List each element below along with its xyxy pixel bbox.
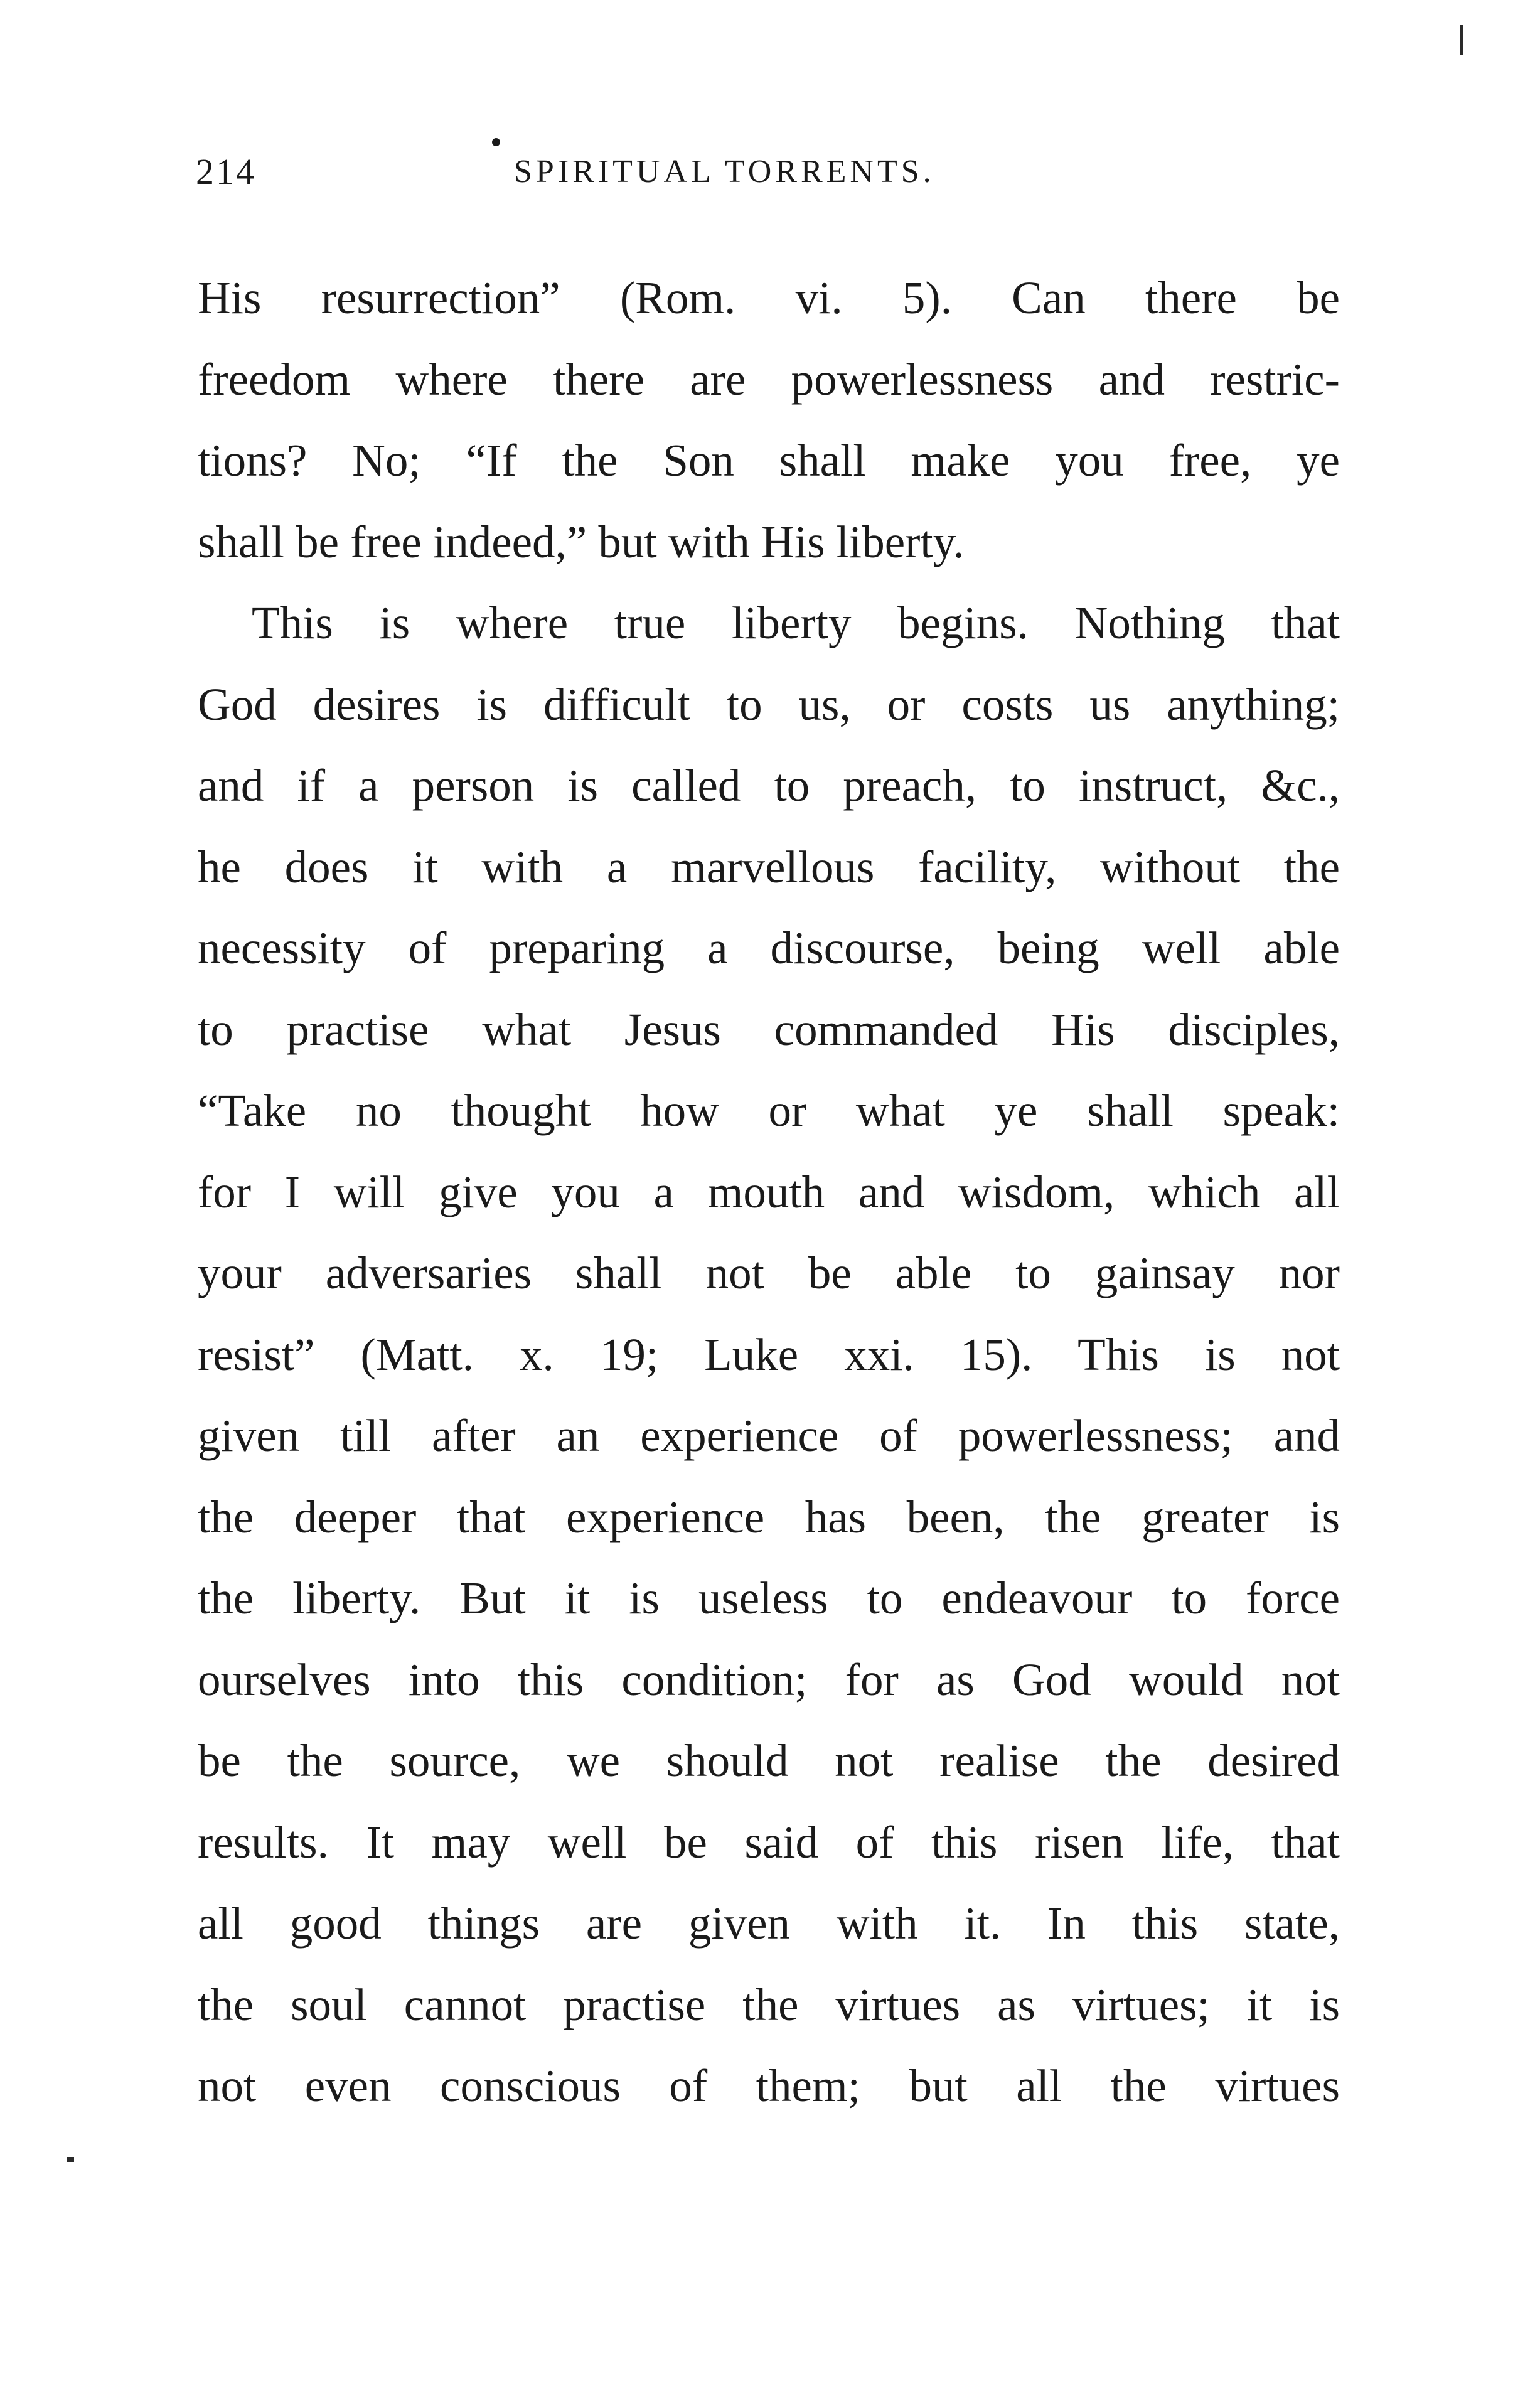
text-line: resist” (Matt. x. 19; Luke xxi. 15). This is not: [198, 1329, 1340, 1380]
text-line: His resurrection” (Rom. vi. 5). Can there be: [198, 272, 1340, 323]
scan-mark-top: [1460, 25, 1463, 55]
text-line: the liberty. But it is useless to endeavour to force: [198, 1573, 1340, 1623]
text-line: be the source, we should not realise the desired: [198, 1735, 1340, 1786]
running-title: SPIRITUAL TORRENTS.: [514, 154, 935, 190]
text-line: given till after an experience of powerlessness; and: [198, 1410, 1340, 1461]
text-line: your adversaries shall not be able to gainsay nor: [198, 1248, 1340, 1298]
text-line: to practise what Jesus commanded His disciples,: [198, 1003, 1340, 1055]
text-line: This is where true liberty begins. Nothing that: [252, 597, 1340, 648]
text-line: not even conscious of them; but all the virtues: [198, 2060, 1340, 2111]
text-line: he does it with a marvellous facility, without the: [198, 841, 1340, 892]
text-line: the soul cannot practise the virtues as virtues; it is: [198, 1979, 1340, 2030]
text-line: “Take no thought how or what ye shall speak:: [198, 1085, 1340, 1136]
text-line: and if a person is called to preach, to instruct, &c.,: [198, 760, 1340, 811]
text-line: necessity of preparing a discourse, being well able: [198, 923, 1340, 973]
text-line: ourselves into this condition; for as God would not: [198, 1654, 1340, 1705]
text-line: freedom where there are powerlessness and restric-: [198, 353, 1340, 405]
text-line: God desires is difficult to us, or costs us anything;: [198, 678, 1340, 730]
text-line: results. It may well be said of this risen life, that: [198, 1816, 1340, 1868]
page-header: [196, 151, 1363, 201]
body-text: [198, 257, 1340, 2127]
text-line: all good things are given with it. In this state,: [198, 1898, 1340, 1949]
scan-mark-bottom: [67, 2157, 74, 2162]
header-dot: [492, 138, 500, 146]
text-line: shall be free indeed,” but with His liberty.: [198, 516, 965, 567]
text-line: tions? No; “If the Son shall make you free, ye: [198, 435, 1340, 486]
page-number: 214: [196, 151, 256, 192]
text-line: for I will give you a mouth and wisdom, which all: [198, 1166, 1340, 1217]
text-line: the deeper that experience has been, the greater is: [198, 1491, 1340, 1543]
